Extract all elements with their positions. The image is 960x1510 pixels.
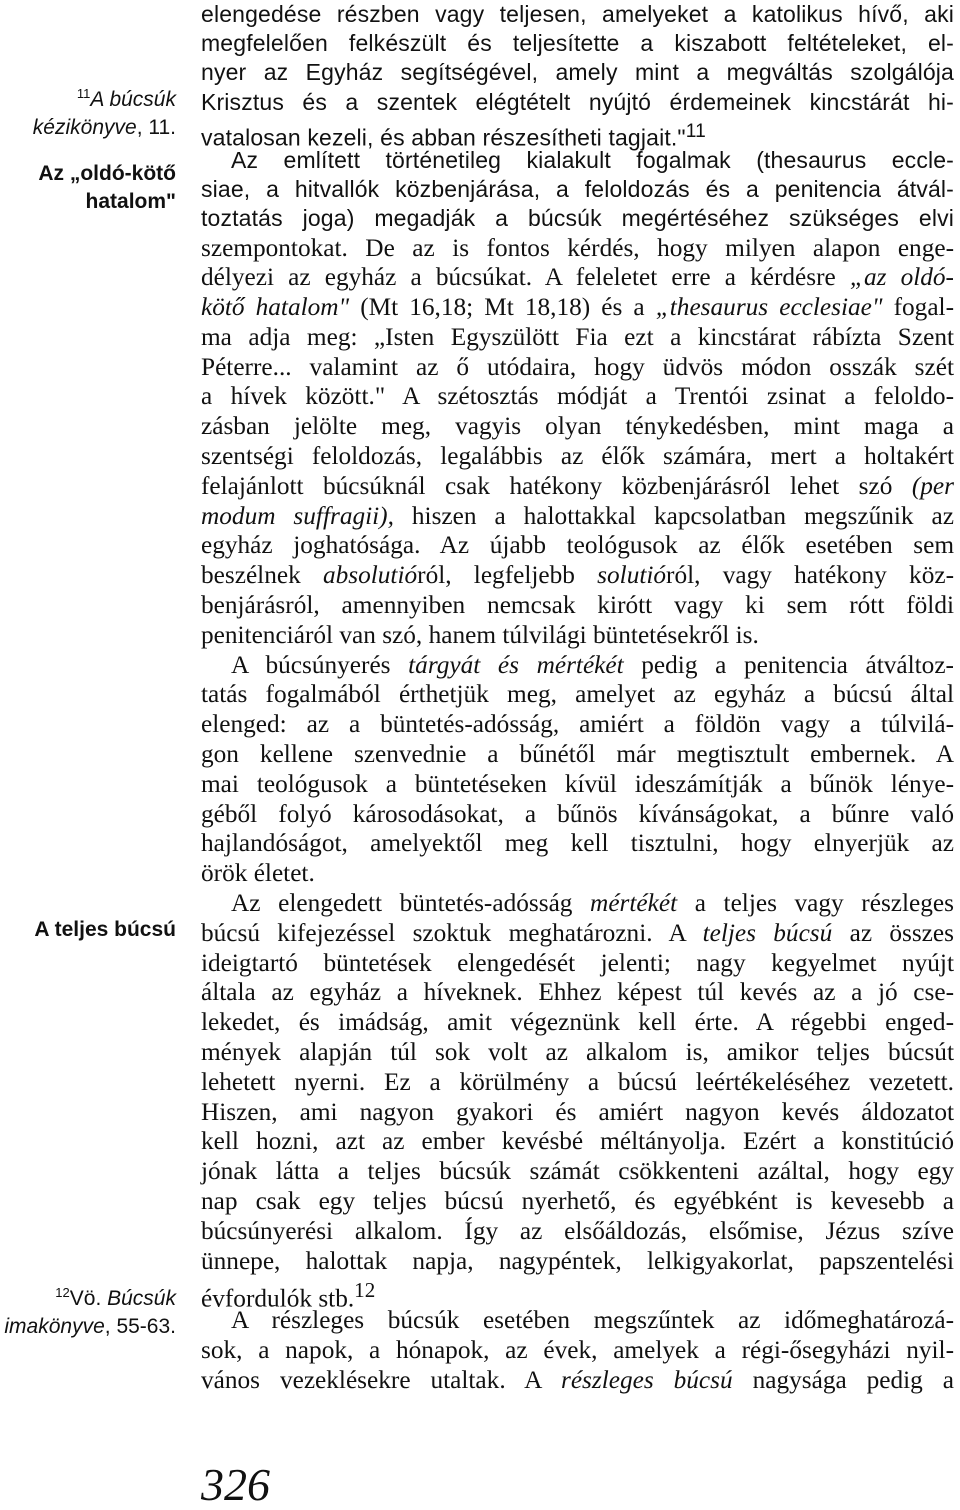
text-line bbox=[201, 263, 954, 293]
text-fragment: pedig a penitencia átváltoz- bbox=[623, 650, 954, 679]
text-line: siae, a hitvallók közbenjárása, a feloldozás és a penitencia átvál- bbox=[201, 176, 954, 203]
footnote-11-page: , 11. bbox=[136, 116, 176, 139]
text-line: Krisztus és a szentek elégtételt nyújtó érdemeinek kincstárát hi- bbox=[201, 88, 954, 115]
text-line: nap csak egy teljes búcsú nyerhető, és egyébként is kevesebb a bbox=[201, 1187, 954, 1215]
page-number: 326 bbox=[201, 1459, 270, 1510]
text-line: toztatás joga) megadják a búcsúk megértéséhez szükséges elvi bbox=[201, 205, 954, 232]
side-heading-oldo-koto bbox=[0, 160, 176, 216]
text-fragment: felajánlott búcsúknál csak hatékony közbenjárásról lehet szó bbox=[201, 471, 912, 500]
footnote-12-title: Búcsúk bbox=[107, 1287, 176, 1310]
text-fragment: beszélnek bbox=[201, 561, 323, 590]
text-fragment: az összes bbox=[832, 918, 954, 947]
text-line: hajlandóságot, amelyektől meg kell tisztulni, hogy elnyerjük az bbox=[201, 829, 954, 858]
text-fragment: a teljes vagy részleges bbox=[677, 889, 954, 918]
main-text-column bbox=[201, 0, 954, 1396]
footnote-ref-11: 11 bbox=[685, 120, 706, 142]
text-fragment: A búcsúnyerés bbox=[231, 650, 409, 679]
footnote-11-title-2: kézikönyve bbox=[32, 116, 137, 139]
text-fragment: vatalosan kezeli, és abban részesítheti tagjait." bbox=[201, 124, 686, 151]
text-fragment: Az elengedett büntetés-adósság bbox=[231, 889, 591, 918]
text-line: mények alapján túl sok volt az alkalom is, amikor teljes búcsút bbox=[201, 1038, 954, 1067]
text-line: szempontokat. De az is fontos kérdés, hogy milyen alapon enge- bbox=[201, 233, 954, 262]
text-fragment: nagysága pedig a bbox=[732, 1365, 954, 1394]
italic-fragment: modum suffragii), bbox=[201, 501, 394, 530]
text-line: ideigtartó büntetések elengedését jelenti; nagy kegyelmet nyújt bbox=[201, 948, 954, 977]
text-fragment: délyezi az egyház a búcsúkat. A feleletet erre a kérdésre bbox=[201, 263, 850, 292]
text-line: jónak látta a teljes búcsúk számát csökkenteni azáltal, hogy egy bbox=[201, 1157, 954, 1186]
text-line: általa az egyház a híveknek. Ehhez képest túl kevés az a jó cse- bbox=[201, 978, 954, 1007]
italic-fragment: teljes búcsú bbox=[702, 918, 833, 947]
text-line: Az említett történetileg kialakult fogalmak (thesaurus eccle- bbox=[231, 146, 954, 173]
text-line bbox=[201, 502, 954, 532]
text-line: zásban jelölte meg, vagyis olyan ténykedésben, mint maga a bbox=[201, 412, 954, 441]
text-line: tatás fogalmából érthetjük meg, amelyet az egyház a búcsú által bbox=[201, 680, 954, 709]
footnote-12-pages: , 55-63. bbox=[104, 1315, 176, 1338]
text-fragment: (Mt 16,18; Mt 18,18) és a bbox=[349, 293, 656, 322]
footnote-11 bbox=[0, 86, 176, 142]
footnote-12-prefix: Vö. bbox=[69, 1287, 108, 1310]
footnote-11-number: 11 bbox=[76, 86, 91, 101]
side-heading-line-1: Az „oldó-kötő bbox=[38, 162, 176, 185]
text-line: A részleges búcsúk esetében megszűntek az időmeghatározá- bbox=[231, 1306, 954, 1335]
italic-fragment: „az oldó- bbox=[849, 263, 954, 292]
text-line bbox=[201, 651, 954, 681]
text-line: gon kellene szenvednie a bűnétől már megtisztult embernek. A bbox=[201, 740, 954, 769]
text-line: benjárásról, amennyiben nemcsak kirótt vagy ki sem rótt földi bbox=[201, 591, 954, 620]
footnote-12 bbox=[0, 1285, 176, 1341]
text-fragment: évfordulók stb. bbox=[201, 1284, 355, 1313]
text-line: elengedése részben vagy teljesen, amelyeket a katolikus hívő, aki bbox=[201, 1, 954, 27]
italic-fragment: (per bbox=[911, 471, 954, 500]
quoted-definition bbox=[201, 0, 954, 234]
text-line: szentségi feloldozás, legalábbis az élők számára, mert a holtakért bbox=[201, 442, 954, 471]
text-line: sok, a napok, a hónapok, az évek, amelyek a régi-ősegyházi nyil- bbox=[201, 1335, 954, 1364]
italic-fragment: solutió bbox=[597, 561, 667, 590]
text-line: penitenciáról van szó, hanem túlvilági büntetésekről is. bbox=[201, 620, 759, 649]
italic-fragment: absolutió bbox=[322, 561, 418, 590]
text-line bbox=[201, 293, 954, 323]
text-fragment: búcsú kifejezéssel szoktuk meghatározni. A bbox=[201, 918, 703, 947]
text-fragment: hiszen a halottakkal kapcsolatban megszűnik az bbox=[393, 501, 954, 530]
italic-fragment: mértékét bbox=[590, 889, 678, 918]
text-line: a hívek között." A szétosztás módját a Trentói zsinat a feloldo- bbox=[201, 382, 954, 411]
margin-column bbox=[0, 0, 176, 1509]
text-line bbox=[201, 889, 954, 919]
italic-fragment: részleges búcsú bbox=[560, 1365, 733, 1394]
text-line: ünnepe, halottak napja, nagypéntek, lelkigyakorlat, papszentelési bbox=[201, 1246, 954, 1275]
text-line: lekedet, és imádság, amit végeznünk kell érte. A régebbi enged- bbox=[201, 1008, 954, 1037]
footnote-ref-12: 12 bbox=[354, 1278, 376, 1303]
text-line bbox=[201, 117, 954, 151]
text-fragment: ról, legfeljebb bbox=[417, 561, 598, 590]
italic-fragment: kötő hatalom" bbox=[201, 293, 350, 322]
footnote-11-title: A búcsúk bbox=[90, 88, 176, 111]
text-line bbox=[201, 561, 954, 591]
text-line: örök életet. bbox=[201, 859, 315, 888]
text-line: mai teológusok a büntetéseken kívül ideszámítják a bűnök lénye- bbox=[201, 769, 954, 798]
text-line: ma adja meg: „Isten Egyszülött Fia ezt a kincstárat rábízta Szent bbox=[201, 322, 954, 351]
italic-fragment: tárgyát és mértékét bbox=[408, 650, 624, 679]
text-line: Hiszen, ami nagyon gyakori és amiért nagyon kevés áldozatot bbox=[201, 1097, 954, 1126]
text-line bbox=[201, 1276, 954, 1313]
text-line: kell hozni, azt az ember kevésbé méltányolja. Ezért a konstitúció bbox=[201, 1127, 954, 1156]
text-line: búcsúnyerési alkalom. Így az elsőáldozás, elsőmise, Jézus szíve bbox=[201, 1216, 954, 1245]
text-line: lehetett nyerni. Ez a körülmény a búcsú leértékeléséhez vezetett. bbox=[201, 1067, 954, 1096]
text-line: megfelelően felkészült és teljesítette a kiszabott feltételeket, el- bbox=[201, 30, 954, 57]
italic-fragment: „thesaurus ecclesiae" bbox=[655, 293, 883, 322]
text-line: elenged: az a büntetés-adósság, amiért a földön vagy a túlvilá- bbox=[201, 710, 954, 739]
text-line bbox=[201, 472, 954, 502]
side-heading-teljes-bucsu: A teljes búcsú bbox=[34, 918, 176, 941]
text-fragment: fogal- bbox=[882, 293, 955, 322]
body-text bbox=[201, 234, 954, 1396]
text-line bbox=[201, 1366, 954, 1396]
text-fragment: vános vezeklésekre utaltak. A bbox=[201, 1365, 561, 1394]
text-line: egyház joghatósága. Az újabb teológusok az élők esetében sem bbox=[201, 531, 954, 560]
footnote-12-title-2: imakönyve bbox=[4, 1315, 105, 1338]
text-line bbox=[201, 919, 954, 949]
footnote-12-number: 12 bbox=[55, 1285, 70, 1300]
side-heading-line-2: hatalom" bbox=[85, 190, 176, 213]
text-line: géből folyó károsodásokat, a bűnös kívánságokat, a bűnre való bbox=[201, 799, 954, 828]
text-line: Péterre... valamint az ő utódaira, hogy üdvös módon osszák szét bbox=[201, 352, 954, 381]
text-line: nyer az Egyház segítségével, amely mint a megváltás szolgálója bbox=[201, 59, 954, 86]
text-fragment: ról, vagy hatékony köz- bbox=[666, 561, 955, 590]
